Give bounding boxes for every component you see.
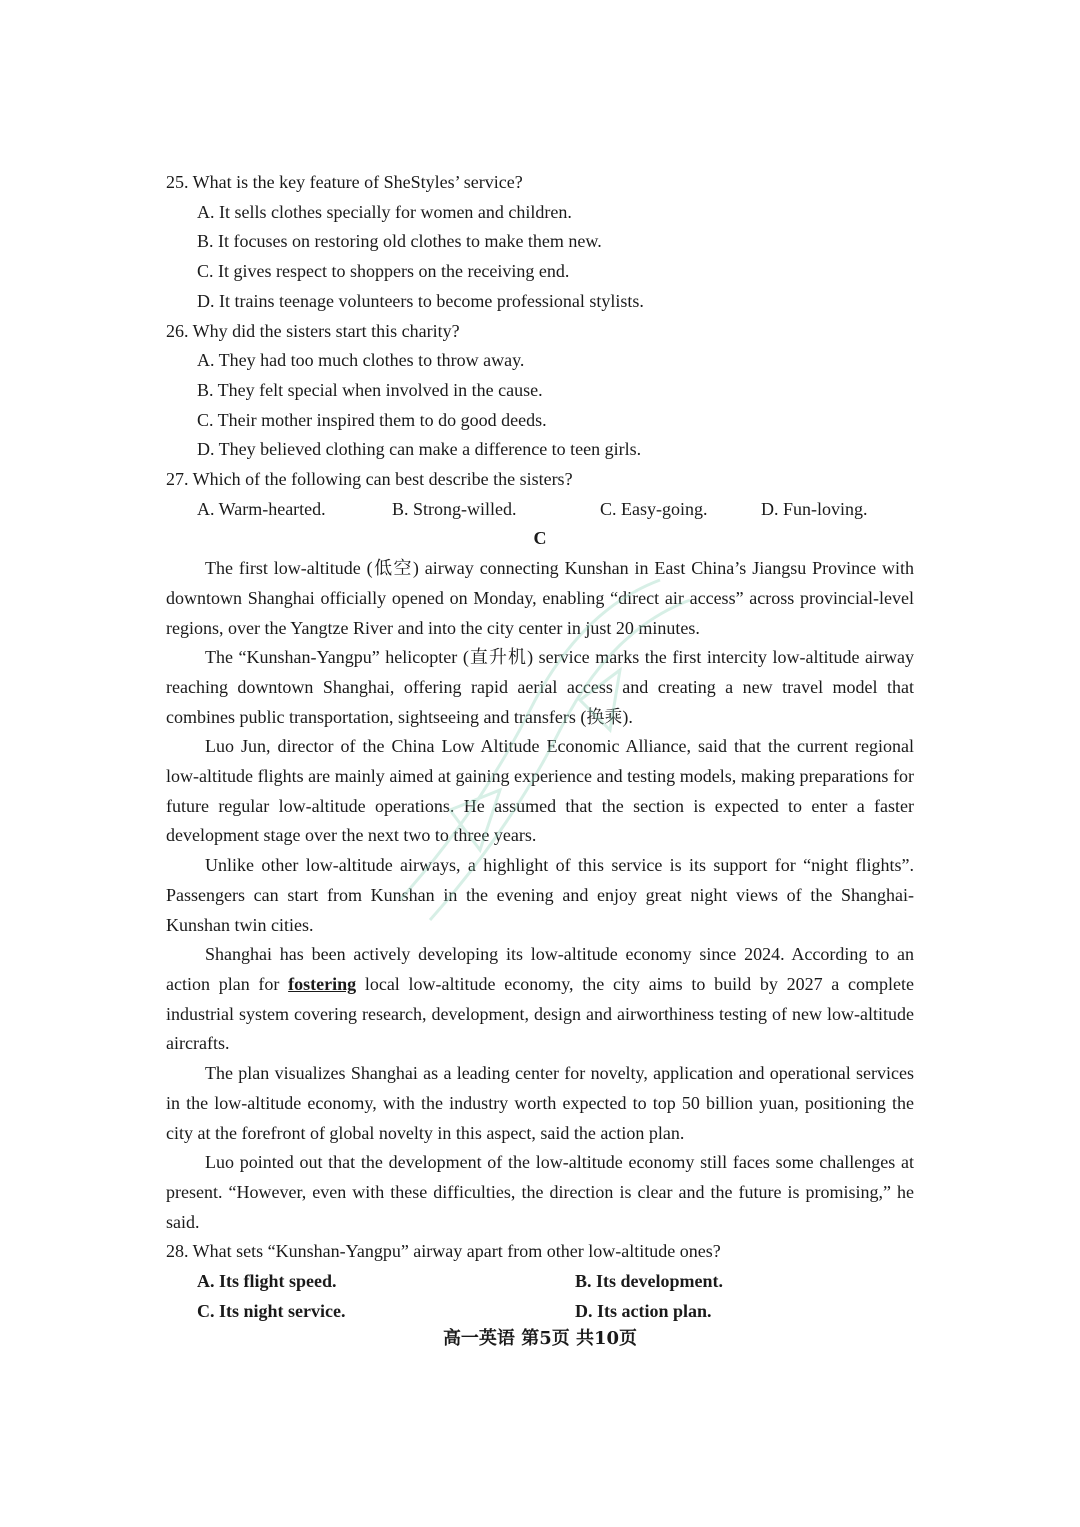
question-25-option-b: B. It focuses on restoring old clothes to make them new. xyxy=(197,231,602,252)
question-25-option-c: C. It gives respect to shoppers on the receiving end. xyxy=(197,261,570,282)
passage-paragraph-3: Luo Jun, director of the China Low Altitude Economic Alliance, said that the current regional low-altitude flights are mainly aimed at gaining experience and testing models, making preparations for future regular low-altitude operations. He assumed that the section is expected to enter a faster development stage over the next two to three years. xyxy=(166,736,914,846)
section-c-heading: C xyxy=(533,528,547,549)
question-27-option-c: C. Easy-going. xyxy=(600,498,708,519)
question-26-stem: 26. Why did the sisters start this charity? xyxy=(166,320,460,341)
question-27-options xyxy=(197,495,914,525)
question-28-option-d: D. Its action plan. xyxy=(575,1300,712,1321)
paragraph-5-text-before: Shanghai has been actively developing its low-altitude economy since 2024. According to an action plan for xyxy=(166,944,914,994)
question-28-stem: 28. What sets “Kunshan-Yangpu” airway apart from other low-altitude ones? xyxy=(166,1241,721,1262)
question-27-option-d: D. Fun-loving. xyxy=(761,498,868,519)
question-28-option-c: C. Its night service. xyxy=(197,1300,346,1321)
question-25-option-d: D. It trains teenage volunteers to become professional stylists. xyxy=(197,290,644,311)
question-27-option-b: B. Strong-willed. xyxy=(392,498,517,519)
underlined-word-fostering: fostering xyxy=(288,973,357,994)
question-27-option-a: A. Warm-hearted. xyxy=(197,498,326,519)
question-28-option-b: B. Its development. xyxy=(575,1271,723,1292)
question-26-option-b: B. They felt special when involved in the cause. xyxy=(197,379,543,400)
passage-paragraph-2: The “Kunshan-Yangpu” helicopter (直升机) service marks the first intercity low-altitude airway reaching downtown Shanghai, offering rapid aerial access and creating a new travel model that combines public transportation, sightseeing and transfers (换乘). xyxy=(166,647,914,727)
question-28-options-row-1 xyxy=(197,1267,914,1297)
question-26-option-d: D. They believed clothing can make a difference to teen girls. xyxy=(197,439,642,460)
question-28-options-row-2 xyxy=(197,1297,914,1327)
question-26-option-a: A. They had too much clothes to throw away. xyxy=(197,350,525,371)
exam-page-content xyxy=(166,168,914,1326)
passage-paragraph-4: Unlike other low-altitude airways, a highlight of this service is its support for “night flights”. Passengers can start from Kunshan in the evening and enjoy great night views of the Shanghai-Kunshan twin cities. xyxy=(166,855,914,935)
question-27-stem: 27. Which of the following can best describe the sisters? xyxy=(166,469,573,490)
question-25-option-a: A. It sells clothes specially for women and children. xyxy=(197,201,572,222)
page-footer: 高一英语 第5页 共10页 xyxy=(442,1328,638,1349)
question-26-option-c: C. Their mother inspired them to do good deeds. xyxy=(197,409,547,430)
passage-paragraph-1: The first low-altitude (低空) airway connecting Kunshan in East China’s Jiangsu Province with downtown Shanghai officially opened on Monday, enabling “direct air access” across provincial-level regions, over the Yangtze River and into the city center in just 20 minutes. xyxy=(166,558,914,638)
passage-paragraph-6: The plan visualizes Shanghai as a leading center for novelty, application and operational services in the low-altitude economy, with the industry worth expected to top 50 billion yuan, positioning the city at the forefront of global novelty in this aspect, said the action plan. xyxy=(166,1063,914,1143)
question-28-option-a: A. Its flight speed. xyxy=(197,1271,337,1292)
question-25-stem: 25. What is the key feature of SheStyles’ service? xyxy=(166,172,523,192)
passage-paragraph-5 xyxy=(166,940,914,1059)
passage-paragraph-7: Luo pointed out that the development of the low-altitude economy still faces some challenges at present. “However, even with these difficulties, the direction is clear and the future is promising,” he said. xyxy=(166,1152,914,1232)
paragraph-5-text-after: local low-altitude economy, the city aims to build by 2027 a complete industrial system covering research, development, design and airworthiness testing of new low-altitude aircrafts. xyxy=(166,973,914,1054)
